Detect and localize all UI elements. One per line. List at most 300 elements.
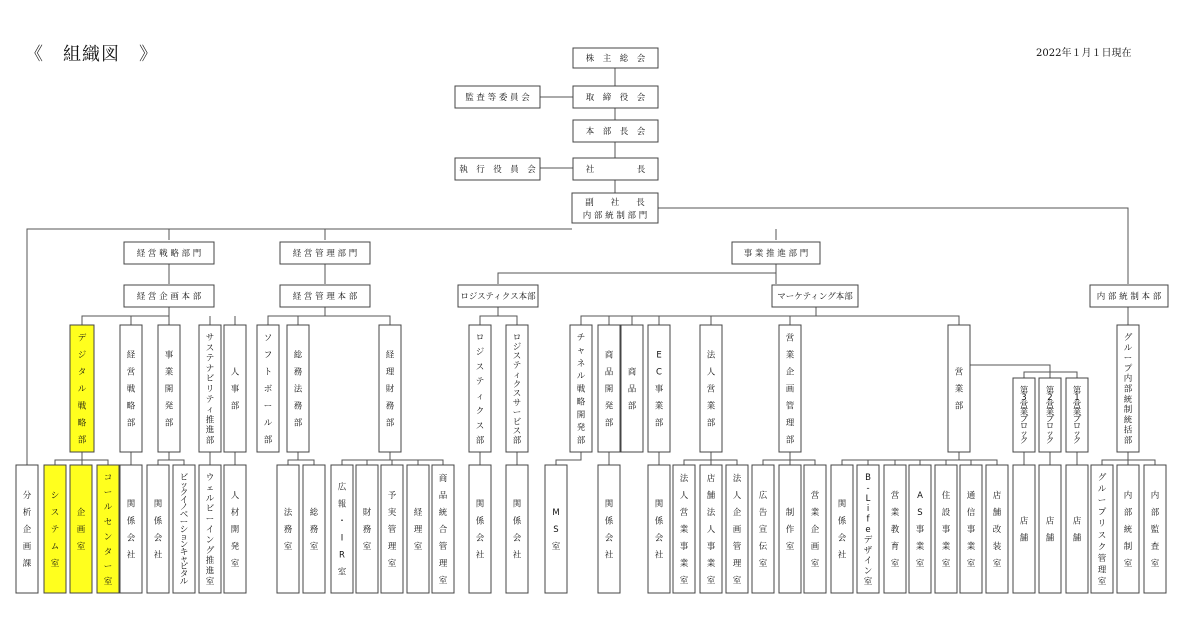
node-char: - xyxy=(866,483,870,494)
node-char: 部 xyxy=(576,436,586,446)
node-label: 経 営 管 理 本 部 xyxy=(292,292,358,302)
node-char: チ xyxy=(576,333,586,343)
node-char: リ xyxy=(205,384,215,395)
node-char: 人 xyxy=(732,491,742,501)
node-exec-officers xyxy=(455,158,540,180)
node-char: i xyxy=(866,504,870,515)
node-char: 作 xyxy=(785,525,795,535)
node-char: e xyxy=(865,525,871,535)
node-affiliate xyxy=(648,465,670,593)
node-budget-management xyxy=(381,465,403,593)
node-char: 室 xyxy=(551,542,561,552)
node-char: 事 xyxy=(941,525,951,535)
node-call-center xyxy=(97,465,119,593)
connector-line xyxy=(763,452,790,465)
node-char: 統 xyxy=(438,508,448,518)
node-char: テ xyxy=(205,394,215,405)
node-char: ビ xyxy=(205,374,215,385)
node-char: 管 xyxy=(785,401,795,412)
node-char: 制 xyxy=(785,508,795,518)
node-char: 営 xyxy=(679,508,689,518)
node-char: 合 xyxy=(438,525,448,535)
connector-line xyxy=(480,306,498,325)
node-char: 室 xyxy=(890,559,900,569)
node-char: 査 xyxy=(1150,542,1160,552)
node-char: ト xyxy=(263,367,273,378)
node-char: 理 xyxy=(438,559,448,569)
node-char: 会 xyxy=(475,533,485,544)
node-char: ク xyxy=(1019,436,1029,446)
node-char: 室 xyxy=(413,542,423,552)
node-char: 社 xyxy=(512,550,522,561)
node-char: 進 xyxy=(205,425,215,436)
node-char: 室 xyxy=(863,577,873,587)
node-store xyxy=(1039,465,1061,593)
node-char: 室 xyxy=(205,577,215,587)
node-char: 室 xyxy=(337,567,347,578)
node-char: 3 xyxy=(1021,393,1027,404)
node-char: S xyxy=(553,525,559,535)
node-char: 営 xyxy=(1045,400,1055,411)
node-char: 人 xyxy=(230,367,240,378)
node-char: 務 xyxy=(293,401,303,412)
node-char: 業 xyxy=(706,401,716,412)
node-affiliate xyxy=(831,465,853,593)
node-char: 企 xyxy=(732,508,742,518)
node-char: 部 xyxy=(654,418,664,429)
node-char: グ xyxy=(205,545,215,556)
node-char: 告 xyxy=(758,508,768,518)
node-char: ク xyxy=(179,487,189,498)
node-char: 第 xyxy=(1045,386,1055,396)
node-char: 事 xyxy=(706,542,716,552)
node-char: 予 xyxy=(387,491,397,501)
node-char: 統 xyxy=(1123,394,1133,405)
node-char: 報 xyxy=(337,499,347,510)
node-char: 舗 xyxy=(1019,533,1029,544)
node-char: 室 xyxy=(438,576,448,586)
node-char: 人 xyxy=(679,491,689,501)
node-char: 営 xyxy=(785,333,795,344)
node-general-affairs-office xyxy=(303,465,325,593)
node-char: 発 xyxy=(230,542,240,552)
connector-line xyxy=(959,460,997,465)
node-char: 務 xyxy=(362,525,372,535)
node-analysis-planning xyxy=(16,465,38,593)
node-char: 業 xyxy=(654,401,664,412)
node-char: 分 xyxy=(22,491,32,501)
node-internal-control-hq xyxy=(1090,285,1168,307)
node-char: 部 xyxy=(293,418,303,429)
node-product-integrated-mgmt xyxy=(432,465,454,593)
node-char: 業 xyxy=(706,559,716,569)
node-char: 管 xyxy=(387,525,397,535)
node-char: 人 xyxy=(706,367,716,378)
node-char: 実 xyxy=(387,508,397,518)
node-ms-office xyxy=(545,465,567,593)
node-char: 店 xyxy=(1019,516,1029,527)
node-char: 材 xyxy=(230,508,240,518)
node-char: 企 xyxy=(810,525,820,535)
node-vice-president xyxy=(572,193,658,223)
node-char: 理 xyxy=(732,559,742,569)
node-char: ル xyxy=(103,502,113,513)
node-char: サ xyxy=(512,398,522,409)
node-char: 会 xyxy=(126,533,136,544)
node-char: 室 xyxy=(76,542,86,552)
node-char: ク xyxy=(1072,436,1082,446)
node-label: 株 主 総 会 xyxy=(585,54,646,64)
connector-line xyxy=(842,452,959,465)
node-label: 内 部 統 制 部 門 xyxy=(582,211,648,221)
node-char: 発 xyxy=(576,423,586,434)
node-char: 会 xyxy=(153,533,163,544)
node-char: 室 xyxy=(230,559,240,569)
node-char: 発 xyxy=(604,401,614,412)
node-char: 室 xyxy=(941,559,951,569)
node-char: 開 xyxy=(164,384,174,395)
node-char: 監 xyxy=(1150,525,1160,535)
node-char: ィ xyxy=(205,405,215,416)
node-char: 部 xyxy=(205,436,215,446)
node-finance-office xyxy=(356,465,378,593)
node-board xyxy=(573,86,658,108)
node-char: 室 xyxy=(732,576,742,586)
node-char: 業 xyxy=(954,384,964,395)
node-big-innovation-capital xyxy=(173,465,195,593)
node-char: 社 xyxy=(153,550,163,561)
node-char: ソ xyxy=(263,333,273,344)
node-char: ロ xyxy=(512,333,522,343)
node-strategy-division xyxy=(124,242,214,264)
node-sales-planning xyxy=(804,465,826,593)
node-char: シ xyxy=(179,525,189,535)
node-char: 舗 xyxy=(706,491,716,501)
node-char: 部 xyxy=(230,401,240,412)
node-char: キ xyxy=(179,547,189,558)
node-store-corporate-business xyxy=(700,465,722,593)
node-internal-audit xyxy=(1144,465,1166,593)
node-char: テ xyxy=(475,377,485,388)
node-char: 企 xyxy=(785,367,795,378)
node-corporate-planning-mgmt xyxy=(726,465,748,593)
node-char: ブ xyxy=(1072,414,1082,425)
node-char: 部 xyxy=(1150,508,1160,518)
node-char: 経 xyxy=(126,350,136,361)
node-sales-block-3 xyxy=(1013,378,1035,452)
node-char: 総 xyxy=(293,350,303,361)
node-char: ー xyxy=(205,514,215,525)
node-char: 業 xyxy=(1019,407,1029,418)
connector-line xyxy=(158,452,169,465)
node-char: ス xyxy=(205,343,215,354)
node-char: ル xyxy=(1123,343,1133,354)
node-product xyxy=(621,325,643,452)
node-char: 業 xyxy=(1072,407,1082,418)
node-char: 関 xyxy=(475,499,485,510)
node-char: ー xyxy=(263,401,273,412)
node-char: ク xyxy=(512,379,522,390)
node-char: 業 xyxy=(785,350,795,361)
node-char: 略 xyxy=(126,401,136,412)
node-char: 店 xyxy=(1072,516,1082,527)
node-char: ・ xyxy=(337,516,347,527)
node-char: ロ xyxy=(475,333,485,343)
node-char: 部 xyxy=(164,418,174,429)
node-char: ス xyxy=(512,389,522,400)
node-char: 室 xyxy=(1123,559,1133,569)
node-char: 部 xyxy=(512,436,522,446)
node-affiliate xyxy=(120,465,142,593)
connector-line xyxy=(711,460,737,465)
node-char: 品 xyxy=(627,384,637,395)
node-char: 業 xyxy=(679,525,689,535)
node-store xyxy=(1013,465,1035,593)
node-management-hq xyxy=(280,285,370,307)
node-char: 営 xyxy=(810,491,820,501)
node-char: C xyxy=(656,367,662,378)
node-char: ル xyxy=(205,493,215,504)
node-char: 事 xyxy=(679,542,689,552)
node-char: 略 xyxy=(576,397,586,408)
node-char: 法 xyxy=(283,508,293,518)
node-label: 内 部 統 制 本 部 xyxy=(1096,292,1162,302)
node-char: セ xyxy=(103,517,113,528)
node-char: ン xyxy=(179,539,189,550)
node-label: ロジスティクス本部 xyxy=(460,292,536,302)
connector-line xyxy=(816,316,959,325)
node-char: ザ xyxy=(863,545,873,556)
node-corporate-sales-business xyxy=(673,465,695,593)
node-char: 室 xyxy=(387,559,397,569)
connector-line xyxy=(1128,460,1155,465)
node-char: ジ xyxy=(475,347,485,358)
node-sales-block-1 xyxy=(1066,378,1088,452)
node-char: 部 xyxy=(706,418,716,429)
node-char: ョ xyxy=(179,532,189,543)
node-planning-office xyxy=(70,465,92,593)
node-char: ナ xyxy=(205,363,215,374)
node-char: 店 xyxy=(1045,516,1055,527)
node-char: 事 xyxy=(915,525,925,535)
node-label: 執 行 役 員 会 xyxy=(459,165,536,175)
node-char: I xyxy=(340,533,344,544)
node-char: 経 xyxy=(385,350,395,361)
node-char: 業 xyxy=(810,508,820,518)
connector-line xyxy=(82,460,108,465)
node-char: ー xyxy=(103,487,113,498)
node-char: 室 xyxy=(362,542,372,552)
node-char: タ xyxy=(179,569,189,580)
node-char: 理 xyxy=(413,525,423,535)
node-char: 業 xyxy=(679,559,689,569)
node-char: 法 xyxy=(706,508,716,518)
node-char: 画 xyxy=(76,525,86,535)
node-char: 関 xyxy=(837,499,847,510)
node-char: 開 xyxy=(230,525,240,535)
node-char: ボ xyxy=(263,384,273,395)
node-char: 内 xyxy=(1150,491,1160,501)
node-char: 事 xyxy=(164,350,174,361)
node-char: 画 xyxy=(22,542,32,552)
node-label: 本 部 長 会 xyxy=(585,127,646,137)
node-char: 制 xyxy=(1123,405,1133,416)
node-digital-strategy xyxy=(70,325,94,452)
node-char: 社 xyxy=(604,550,614,561)
node-char: ッ xyxy=(1019,428,1029,439)
node-char: 営 xyxy=(954,367,964,378)
node-char: 部 xyxy=(385,418,395,429)
connector-line xyxy=(268,306,325,325)
node-accounting-office xyxy=(407,465,429,593)
node-char: 部 xyxy=(126,418,136,429)
node-char: ン xyxy=(103,532,113,543)
node-char: 部 xyxy=(785,435,795,446)
node-label: 取 締 役 会 xyxy=(585,93,646,103)
node-group-risk-mgmt xyxy=(1091,465,1113,593)
node-char: 部 xyxy=(475,436,485,446)
node-char: 部 xyxy=(77,435,87,446)
node-char: 理 xyxy=(785,418,795,429)
node-char: 発 xyxy=(164,401,174,412)
node-char: 管 xyxy=(732,542,742,552)
node-char: ッ xyxy=(1072,428,1082,439)
node-char: 係 xyxy=(153,516,163,527)
node-management-strategy xyxy=(120,325,142,452)
node-char: ス xyxy=(50,508,60,518)
node-char: デ xyxy=(77,333,87,344)
node-char: 室 xyxy=(679,576,689,586)
connector-line xyxy=(342,452,390,465)
node-char: 室 xyxy=(810,559,820,569)
node-char: S xyxy=(917,508,923,518)
node-char: 商 xyxy=(604,350,614,361)
node-char: 業 xyxy=(915,542,925,552)
node-char: 業 xyxy=(164,367,174,378)
node-char: 会 xyxy=(512,533,522,544)
node-char: ブ xyxy=(1045,414,1055,425)
node-char: ク xyxy=(1045,436,1055,446)
node-char: ス xyxy=(475,362,485,373)
node-housing-equipment xyxy=(935,465,957,593)
node-channel-strategy xyxy=(570,325,592,452)
node-char: 制 xyxy=(1123,542,1133,552)
node-char: 広 xyxy=(337,482,347,493)
connector-line xyxy=(790,316,816,325)
node-char: 戦 xyxy=(77,401,87,412)
node-logistics xyxy=(469,325,491,452)
node-hr xyxy=(224,325,246,452)
node-char: イ xyxy=(863,556,873,567)
node-char: 戦 xyxy=(576,384,586,395)
node-char: 宣 xyxy=(758,525,768,535)
node-char: テ xyxy=(512,361,522,372)
node-char: B xyxy=(865,473,871,483)
node-char: プ xyxy=(1097,507,1107,518)
node-char: 営 xyxy=(1019,400,1029,411)
node-affiliate xyxy=(598,465,620,593)
node-label: 経 営 管 理 部 門 xyxy=(292,249,358,259)
node-char: 会 xyxy=(654,533,664,544)
node-hr-development xyxy=(224,465,246,593)
node-char: 理 xyxy=(385,367,395,378)
node-char: デ xyxy=(863,535,873,546)
node-char: ー xyxy=(103,562,113,573)
node-legal-office xyxy=(277,465,299,593)
node-char: 推 xyxy=(205,556,215,567)
node-char: 教 xyxy=(890,525,900,535)
node-char: 括 xyxy=(1123,425,1133,436)
node-label: 事 業 推 進 部 門 xyxy=(743,249,809,259)
node-char: ロ xyxy=(1072,421,1082,432)
node-char: タ xyxy=(103,547,113,558)
node-product-development xyxy=(598,325,620,452)
node-char: シ xyxy=(50,491,60,501)
node-label: 社 長 xyxy=(585,165,646,175)
node-char: 室 xyxy=(309,542,319,552)
node-char: 理 xyxy=(387,542,397,552)
node-char: 法 xyxy=(293,384,303,395)
node-char: 室 xyxy=(758,559,768,569)
node-char: 室 xyxy=(992,559,1002,569)
node-management-division xyxy=(280,242,370,264)
node-char: ウ xyxy=(205,473,215,483)
node-char: 人 xyxy=(706,525,716,535)
node-char: 部 xyxy=(1123,384,1133,395)
node-ec-business xyxy=(648,325,670,452)
node-label: マーケティング本部 xyxy=(777,292,853,302)
node-char: 画 xyxy=(810,542,820,552)
node-char: 関 xyxy=(126,499,136,510)
node-char: 室 xyxy=(283,542,293,552)
node-char: R xyxy=(339,550,345,561)
page-title: 《 組織図 》 xyxy=(25,44,158,65)
node-char: 会 xyxy=(604,533,614,544)
node-char: ク xyxy=(475,406,485,417)
node-char: 2 xyxy=(1047,393,1053,404)
node-corporate-sales xyxy=(700,325,722,452)
connector-line xyxy=(1050,372,1077,378)
node-char: 1 xyxy=(1074,393,1080,404)
node-char: 係 xyxy=(512,516,522,527)
node-store xyxy=(1066,465,1088,593)
node-sales xyxy=(948,325,970,452)
node-char: 法 xyxy=(679,474,689,484)
node-char: 店 xyxy=(992,491,1002,501)
node-char: 部 xyxy=(954,401,964,412)
node-char: 経 xyxy=(413,508,423,518)
node-char: ム xyxy=(50,542,60,552)
node-char: 財 xyxy=(385,384,395,395)
node-char: タ xyxy=(77,367,87,378)
connector-line xyxy=(82,306,169,325)
node-char: ロ xyxy=(1019,421,1029,432)
node-char: 商 xyxy=(438,474,448,484)
node-business-division xyxy=(732,242,820,264)
node-sales-planning-mgmt xyxy=(779,325,801,452)
connector-line xyxy=(169,460,184,465)
node-char: 室 xyxy=(785,542,795,552)
node-char: ー xyxy=(179,517,189,528)
node-affiliate xyxy=(506,465,528,593)
node-char: 法 xyxy=(732,474,742,484)
node-char: 事 xyxy=(966,525,976,535)
node-char: ビ xyxy=(205,504,215,515)
node-marketing-hq xyxy=(772,285,858,307)
node-char: 画 xyxy=(785,384,795,395)
node-char: 室 xyxy=(50,559,60,569)
node-char: 部 xyxy=(1123,508,1133,518)
